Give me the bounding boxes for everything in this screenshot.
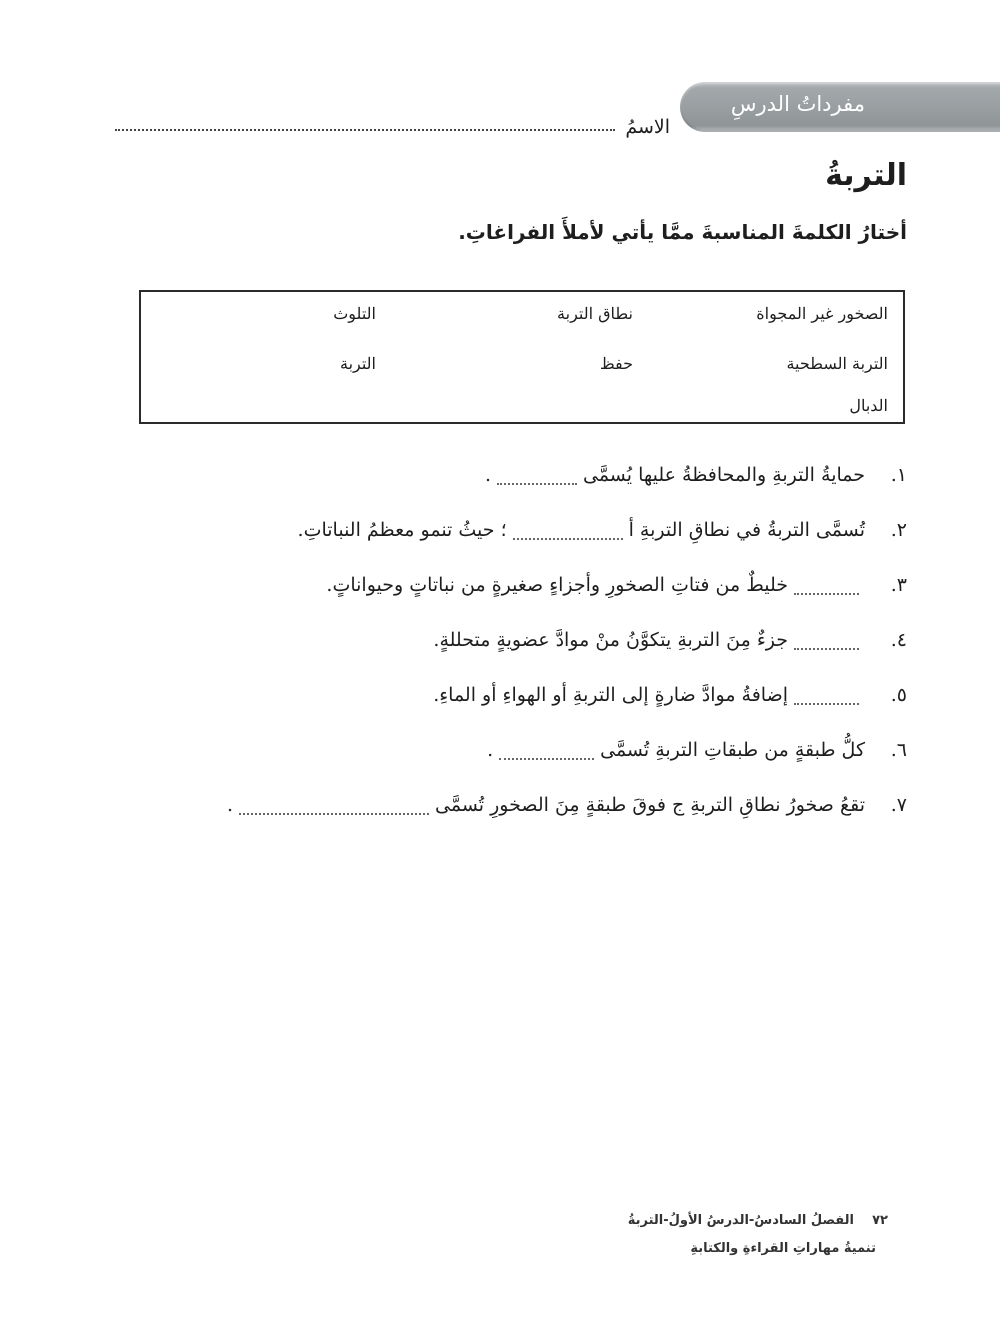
question-item: [433, 620, 907, 660]
name-dotted-line[interactable]: [115, 128, 615, 131]
question-item: [298, 510, 907, 550]
word-bank-item: نطاق التربة: [557, 304, 633, 323]
lesson-tab-label: مفرداتُ الدرسِ: [730, 92, 865, 116]
page-title: التربةُ: [825, 158, 907, 193]
word-bank-item: التربة: [339, 354, 376, 373]
word-bank-item: التربة السطحية: [786, 354, 888, 373]
question-text: جزءٌ مِنَ التربةِ يتكوَّنُ منْ موادَّ عضويةٍ متحللةٍ.: [433, 629, 788, 651]
question-text: تقعُ صخورُ نطاقِ التربةِ ج فوقَ طبقةٍ مِنَ الصخورِ تُسمَّى: [435, 794, 865, 816]
question-item: [487, 730, 907, 770]
word-bank-box: [139, 290, 905, 424]
question-text-end: .: [487, 739, 494, 761]
question-item: [227, 785, 907, 825]
word-bank-item: حفظ: [599, 354, 633, 373]
name-field[interactable]: [115, 108, 670, 138]
answer-blank[interactable]: [794, 647, 859, 650]
page-footer: [628, 1213, 888, 1256]
answer-blank[interactable]: [497, 482, 577, 485]
page-number: ٧٢: [872, 1213, 888, 1228]
question-text: كلُّ طبقةٍ من طبقاتِ التربةِ تُسمَّى: [600, 739, 865, 761]
question-number: ٧.: [890, 794, 907, 816]
lesson-vocabulary-tab: [680, 82, 1000, 132]
instruction-text: أختارُ الكلمةَ المناسبةَ ممَّا يأتي لأملأَ الفراغاتِ.: [458, 220, 907, 244]
answer-blank[interactable]: [794, 702, 859, 705]
question-text: خليطٌ من فتاتِ الصخورِ وأجزاءٍ صغيرةٍ من نباتاتٍ وحيواناتٍ.: [326, 574, 788, 596]
answer-blank[interactable]: [239, 812, 429, 815]
answer-blank[interactable]: [499, 757, 594, 760]
question-number: ٢.: [890, 519, 907, 541]
question-text: حمايةُ التربةِ والمحافظةُ عليها يُسمَّى: [582, 464, 865, 486]
name-label: الاسمُ: [625, 116, 670, 138]
question-text-end: ؛ حيثُ تنمو معظمُ النباتاتِ.: [297, 519, 507, 541]
chapter-lesson-label: الفصلُ السادسُ-الدرسُ الأولُ-التربةُ: [627, 1213, 854, 1228]
footer-line-2: تنميةُ مهاراتِ القراءةِ والكتابةِ: [690, 1241, 876, 1256]
word-bank-item: الصخور غير المجواة: [756, 304, 888, 323]
question-text: تُسمَّى التربةُ في نطاقِ التربةِ أ: [628, 519, 865, 541]
question-text: إضافةُ موادَّ ضارةٍ إلى التربةِ أو الهواءِ أو الماءِ.: [433, 684, 788, 706]
word-bank-item: التلوث: [333, 304, 376, 323]
question-number: ٥.: [890, 684, 907, 706]
question-item: [433, 675, 907, 715]
question-number: ٦.: [890, 739, 907, 761]
question-number: ٣.: [890, 574, 907, 596]
question-number: ١.: [890, 464, 907, 486]
answer-blank[interactable]: [513, 537, 623, 540]
question-item: [326, 565, 907, 605]
footer-line-1: [628, 1213, 888, 1228]
question-number: ٤.: [890, 629, 907, 651]
question-text-end: .: [484, 464, 491, 486]
question-item: [485, 455, 907, 495]
question-text-end: .: [226, 794, 234, 816]
word-bank-item: الدبال: [849, 396, 888, 415]
answer-blank[interactable]: [794, 592, 859, 595]
